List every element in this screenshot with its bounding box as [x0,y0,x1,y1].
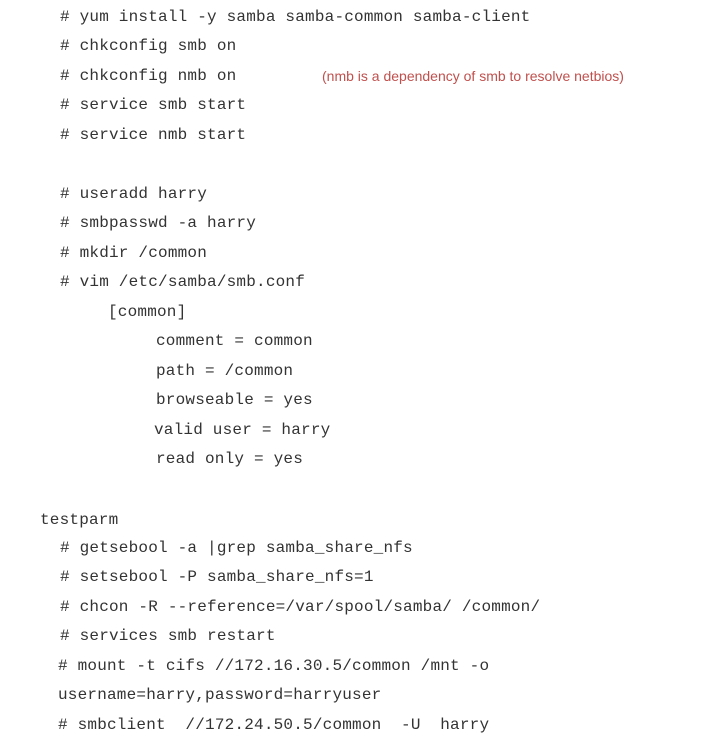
command-line: # mount -t cifs //172.16.30.5/common /mnt -o [58,657,490,675]
command-line: # smbclient //172.24.50.5/common -U harry [58,716,490,734]
command-line: # service nmb start [60,126,247,144]
command-line: username=harry,password=harryuser [58,686,382,704]
command-line: # smbpasswd -a harry [60,214,257,232]
command-line: # services smb restart [60,627,276,645]
config-line: valid user = harry [154,421,331,439]
command-line: # yum install -y samba samba-common samba-client [60,8,531,26]
command-line: # chkconfig smb on [60,37,237,55]
command-line: # mkdir /common [60,244,208,262]
config-line: browseable = yes [156,391,313,409]
config-line: comment = common [156,332,313,350]
command-line: # setsebool -P samba_share_nfs=1 [60,568,374,586]
command-line: # vim /etc/samba/smb.conf [60,273,306,291]
command-line: # useradd harry [60,185,208,203]
config-section-header: [common] [108,303,187,321]
command-line: # chcon -R --reference=/var/spool/samba/ /common/ [60,598,541,616]
dependency-note: (nmb is a dependency of smb to resolve netbios) [322,68,624,84]
config-line: read only = yes [156,450,304,468]
command-line: # chkconfig nmb on [60,67,237,85]
config-line: path = /common [156,362,294,380]
command-line: testparm [40,511,119,529]
command-line: # getsebool -a |grep samba_share_nfs [60,539,413,557]
command-line: # service smb start [60,96,247,114]
